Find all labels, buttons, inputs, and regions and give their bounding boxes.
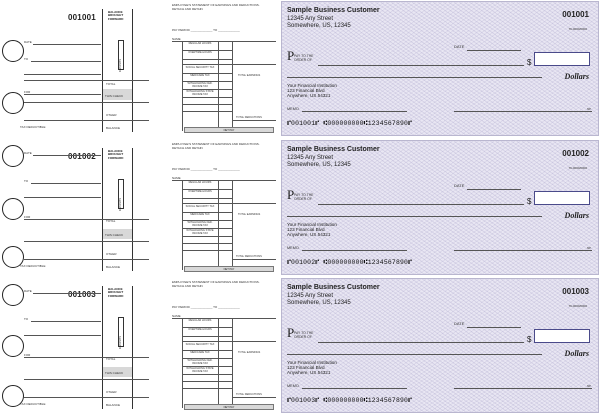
mp-label: MP (587, 108, 591, 111)
earnings-stub-1 (170, 0, 278, 138)
deposits-box: DEPOSITS (118, 179, 124, 209)
stub-date-label: DATE (24, 40, 32, 44)
stub-balance-label: BALANCE (106, 265, 121, 269)
deposits-box: DEPOSITS (118, 317, 124, 347)
employee-name-label: NAME (172, 314, 181, 318)
earnings-header: EMPLOYEE'S STATEMENT OF EARNINGS AND DEDUCTIONS. DETACH AND RETAIN (172, 3, 260, 11)
stub-other-label: OTHER (106, 113, 117, 117)
bank-address-line2: Anywhere, US 54321 (287, 93, 331, 98)
payee-field[interactable] (318, 342, 524, 343)
memo-field[interactable] (302, 250, 407, 251)
check-number: 001002 (562, 149, 589, 158)
check-2 (281, 140, 599, 275)
punch-hole-circle (2, 284, 24, 306)
net-pay-box: NET PAY (184, 404, 274, 410)
memo-field[interactable] (302, 111, 407, 112)
memo-field[interactable] (302, 388, 407, 389)
amount-box[interactable] (534, 329, 590, 343)
stub-check-number: 001001 (68, 13, 96, 22)
signature-line[interactable] (454, 250, 592, 251)
stub-check-number: 001003 (68, 290, 96, 299)
stub-tax-deductible-label: TAX DEDUCTIBLE (20, 402, 46, 406)
punch-hole-circle (2, 40, 24, 62)
state-tax-label: WITHHOLDING STATE INCOME TAX (186, 90, 214, 96)
employee-name-label: NAME (172, 176, 181, 180)
state-tax-label: WITHHOLDING STATE INCOME TAX (186, 229, 214, 235)
earnings-stub-3 (170, 277, 278, 415)
payee-field[interactable] (318, 65, 524, 66)
company-address-line2: Somewhere, US, 12345 (287, 162, 351, 168)
company-name: Sample Business Customer (287, 7, 380, 14)
date-field[interactable] (467, 327, 521, 328)
pay-p-glyph: P (287, 187, 295, 202)
regular-hours-label: REGULAR HOURS (188, 42, 212, 45)
medicare-label: MEDICARE TAX (190, 74, 210, 77)
memo-label: MEMO (287, 246, 299, 250)
check-stub-3 (0, 277, 150, 415)
company-address-line1: 12345 Any Street (287, 155, 334, 161)
federal-tax-label: WITHHOLDING FED. INCOME TAX (187, 221, 213, 227)
stub-date-label: DATE (24, 151, 32, 155)
check-stub-1 (0, 0, 150, 138)
routing-fraction: 76-0000/0000 (568, 166, 587, 170)
punch-hole-circle (2, 335, 24, 357)
signature-line[interactable] (454, 388, 592, 389)
pay-p-glyph: P (287, 48, 295, 63)
bank-name: Your Financial Institution (287, 83, 337, 88)
stub-this-check-label: THIS CHECK (105, 94, 124, 98)
company-address-line2: Somewhere, US, 12345 (287, 23, 351, 29)
stub-balance-brought-forward: BALANCE BROUGHT FORWARD (108, 149, 124, 160)
stub-other-label: OTHER (106, 390, 117, 394)
total-earnings-label: TOTAL EARNINGS (238, 213, 261, 216)
bank-address-line1: 123 Financial Blvd (287, 88, 325, 93)
punch-hole-circle (2, 92, 24, 114)
check-number: 001001 (562, 10, 589, 19)
stub-tax-deductible-label: TAX DEDUCTIBLE (20, 264, 46, 268)
stub-balance-label: BALANCE (106, 126, 121, 130)
dollar-sign: $ (527, 197, 532, 206)
overtime-hours-label: OVERTIME HOURS (188, 328, 212, 331)
company-name: Sample Business Customer (287, 284, 380, 291)
stub-tax-deductible-label: TAX DEDUCTIBLE (20, 125, 46, 129)
routing-fraction: 76-0000/0000 (568, 27, 587, 31)
company-address-line1: 12345 Any Street (287, 293, 334, 299)
dollars-label: Dollars (564, 211, 589, 220)
amount-box[interactable] (534, 52, 590, 66)
pay-to-label: PAY TO THE ORDER OF (294, 193, 314, 201)
pay-to-label: PAY TO THE ORDER OF (294, 331, 314, 339)
stub-to-label: TO (24, 57, 29, 61)
state-tax-label: WITHHOLDING STATE INCOME TAX (186, 367, 214, 373)
earnings-header: EMPLOYEE'S STATEMENT OF EARNINGS AND DEDUCTIONS. DETACH AND RETAIN (172, 280, 260, 288)
bank-name: Your Financial Institution (287, 222, 337, 227)
bank-address-line1: 123 Financial Blvd (287, 365, 325, 370)
stub-other-label: OTHER (106, 252, 117, 256)
punch-hole-circle (2, 145, 24, 167)
mp-label: MP (587, 385, 591, 388)
amount-words-field[interactable] (287, 354, 542, 355)
social-security-label: SOCIAL SECURITY TAX (185, 66, 215, 69)
amount-box[interactable] (534, 191, 590, 205)
pay-period: PAY PERIOD _____________ TO _____________ (172, 28, 240, 32)
net-pay-box: NET PAY (184, 266, 274, 272)
dollar-sign: $ (527, 335, 532, 344)
stub-balance-label: BALANCE (106, 403, 121, 407)
stub-to-label: TO (24, 179, 29, 183)
pay-p-glyph: P (287, 325, 295, 340)
bank-address-line1: 123 Financial Blvd (287, 227, 325, 232)
medicare-label: MEDICARE TAX (190, 351, 210, 354)
check-1 (281, 1, 599, 136)
social-security-label: SOCIAL SECURITY TAX (185, 343, 215, 346)
dollar-sign: $ (527, 58, 532, 67)
check-number: 001003 (562, 287, 589, 296)
deposits-box: DEPOSITS (118, 40, 124, 70)
pay-period: PAY PERIOD _____________ TO _____________ (172, 305, 240, 309)
memo-label: MEMO (287, 384, 299, 388)
bank-name: Your Financial Institution (287, 360, 337, 365)
company-address-line2: Somewhere, US, 12345 (287, 300, 351, 306)
pay-period: PAY PERIOD _____________ TO _____________ (172, 167, 240, 171)
stub-for-label: FOR (24, 90, 31, 94)
stub-for-label: FOR (24, 353, 31, 357)
stub-total-label: TOTAL (106, 219, 116, 223)
date-field[interactable] (467, 50, 521, 51)
total-deductions-label: TOTAL DEDUCTIONS (236, 393, 262, 396)
medicare-label: MEDICARE TAX (190, 213, 210, 216)
micr-line: ⑈001002⑈ ⑆000000000⑆1234567890⑈ (287, 259, 413, 266)
earnings-stub-2 (170, 139, 278, 277)
bank-address-line2: Anywhere, US 54321 (287, 370, 331, 375)
check-3 (281, 278, 599, 413)
bank-address-line2: Anywhere, US 54321 (287, 232, 331, 237)
overtime-hours-label: OVERTIME HOURS (188, 51, 212, 54)
social-security-label: SOCIAL SECURITY TAX (185, 205, 215, 208)
net-pay-box: NET PAY (184, 127, 274, 133)
stub-total-label: TOTAL (106, 357, 116, 361)
stub-for-label: FOR (24, 215, 31, 219)
routing-fraction: 76-0000/0000 (568, 304, 587, 308)
signature-line[interactable] (454, 111, 592, 112)
total-deductions-label: TOTAL DEDUCTIONS (236, 116, 262, 119)
regular-hours-label: REGULAR HOURS (188, 319, 212, 322)
company-address-line1: 12345 Any Street (287, 16, 334, 22)
stub-date-label: DATE (24, 289, 32, 293)
micr-line: ⑈001003⑈ ⑆000000000⑆1234567890⑈ (287, 397, 413, 404)
payee-field[interactable] (318, 204, 524, 205)
dollars-label: Dollars (564, 349, 589, 358)
amount-words-field[interactable] (287, 77, 542, 78)
punch-hole-circle (2, 198, 24, 220)
dollars-label: Dollars (564, 72, 589, 81)
regular-hours-label: REGULAR HOURS (188, 181, 212, 184)
company-name: Sample Business Customer (287, 146, 380, 153)
total-deductions-label: TOTAL DEDUCTIONS (236, 255, 262, 258)
stub-total-label: TOTAL (106, 82, 116, 86)
micr-line: ⑈001001⑈ ⑆000000000⑆1234567890⑈ (287, 120, 413, 127)
federal-tax-label: WITHHOLDING FED. INCOME TAX (187, 359, 213, 365)
pay-to-label: PAY TO THE ORDER OF (294, 54, 314, 62)
total-earnings-label: TOTAL EARNINGS (238, 74, 261, 77)
stub-this-check-label: THIS CHECK (105, 371, 124, 375)
date-label: DATE (454, 183, 465, 188)
earnings-header: EMPLOYEE'S STATEMENT OF EARNINGS AND DEDUCTIONS. DETACH AND RETAIN (172, 142, 260, 150)
employee-name-label: NAME (172, 37, 181, 41)
total-earnings-label: TOTAL EARNINGS (238, 351, 261, 354)
stub-this-check-label: THIS CHECK (105, 233, 124, 237)
stub-check-number: 001002 (68, 152, 96, 161)
stub-to-label: TO (24, 317, 29, 321)
date-field[interactable] (467, 189, 521, 190)
federal-tax-label: WITHHOLDING FED. INCOME TAX (187, 82, 213, 88)
memo-label: MEMO (287, 107, 299, 111)
overtime-hours-label: OVERTIME HOURS (188, 190, 212, 193)
amount-words-field[interactable] (287, 216, 542, 217)
check-stub-2 (0, 139, 150, 277)
date-label: DATE (454, 44, 465, 49)
date-label: DATE (454, 321, 465, 326)
stub-balance-brought-forward: BALANCE BROUGHT FORWARD (108, 287, 124, 298)
stub-balance-brought-forward: BALANCE BROUGHT FORWARD (108, 10, 124, 21)
mp-label: MP (587, 247, 591, 250)
